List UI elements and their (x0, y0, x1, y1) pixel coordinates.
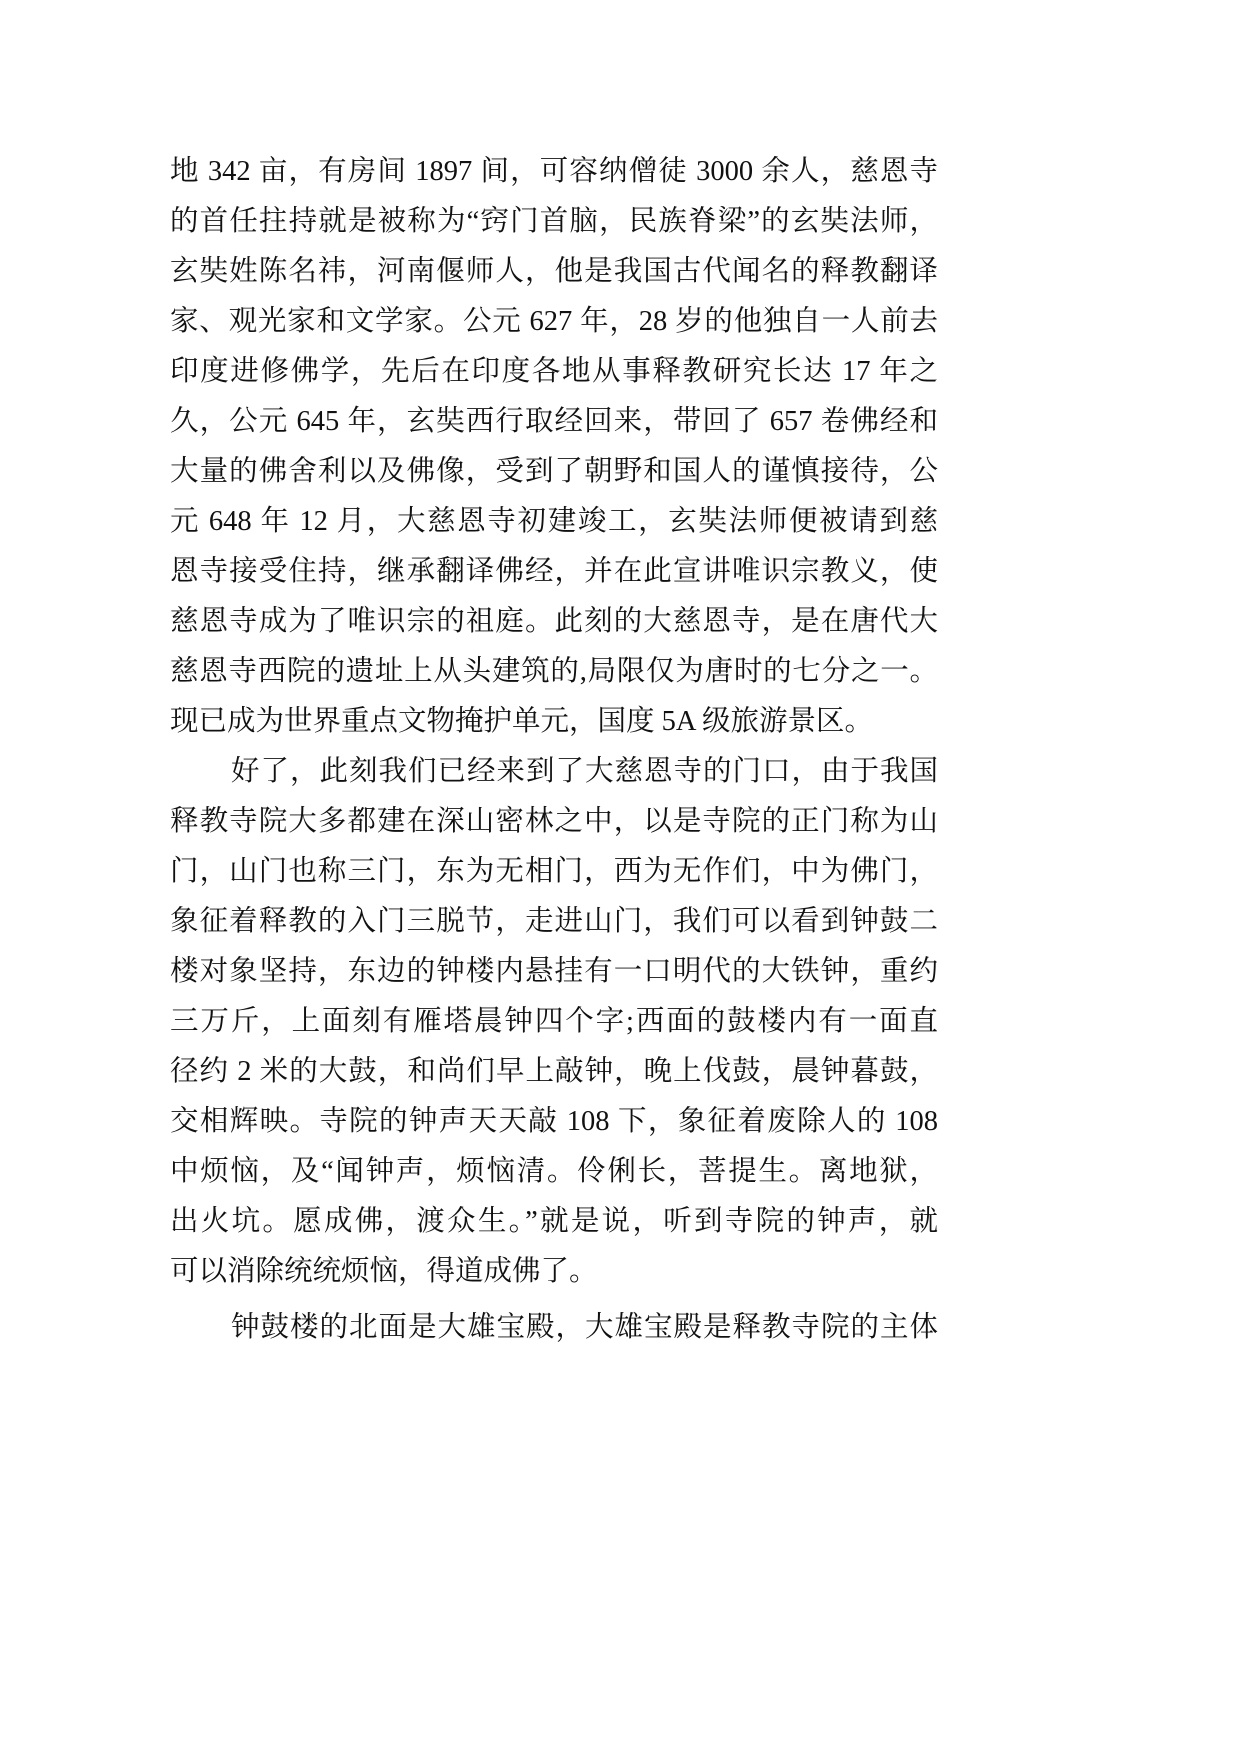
text-line: 家、观光家和文学家。公元 627 年，28 岁的他独自一人前去 (170, 306, 938, 337)
text-line: 慈恩寺西院的遗址上从头建筑的,局限仅为唐时的七分之一。 (170, 656, 938, 687)
text-line: 玄奘姓陈名祎，河南偃师人，他是我国古代闻名的释教翻译 (170, 256, 938, 287)
text-line: 可以消除统统烦恼，得道成佛了。 (170, 1256, 598, 1287)
text-line: 印度进修佛学，先后在印度各地从事释教研究长达 17 年之 (170, 356, 938, 387)
text-line: 恩寺接受住持，继承翻译佛经，并在此宣讲唯识宗教义，使 (170, 556, 938, 587)
text-line: 出火坑。愿成佛，渡众生。”就是说，听到寺院的钟声，就 (170, 1206, 938, 1237)
body-text (170, 147, 938, 1353)
text-line: 好了，此刻我们已经来到了大慈恩寺的门口，由于我国 (231, 756, 938, 787)
text-line: 元 648 年 12 月，大慈恩寺初建竣工，玄奘法师便被请到慈 (170, 506, 938, 537)
text-line: 现已成为世界重点文物掩护单元，国度 5A 级旅游景区。 (170, 706, 874, 737)
paragraph-2 (170, 747, 938, 1297)
text-line: 慈恩寺成为了唯识宗的祖庭。此刻的大慈恩寺，是在唐代大 (170, 606, 938, 637)
text-line: 久，公元 645 年，玄奘西行取经回来，带回了 657 卷佛经和 (170, 406, 938, 437)
text-line: 大量的佛舍利以及佛像，受到了朝野和国人的谨慎接待，公 (170, 456, 938, 487)
paragraph-3 (170, 1303, 938, 1353)
text-line: 释教寺院大多都建在深山密林之中，以是寺院的正门称为山 (170, 806, 938, 837)
text-line: 门，山门也称三门，东为无相门，西为无作们，中为佛门， (170, 856, 938, 887)
text-line: 地 342 亩，有房间 1897 间，可容纳僧徒 3000 余人，慈恩寺 (170, 156, 938, 187)
text-line: 钟鼓楼的北面是大雄宝殿，大雄宝殿是释教寺院的主体 (231, 1312, 938, 1343)
text-line: 交相辉映。寺院的钟声天天敲 108 下，象征着废除人的 108 (170, 1106, 938, 1137)
paragraph-1 (170, 147, 938, 747)
text-line: 象征着释教的入门三脱节，走进山门，我们可以看到钟鼓二 (170, 906, 938, 937)
text-line: 中烦恼，及“闻钟声，烦恼清。伶俐长，菩提生。离地狱， (170, 1156, 938, 1187)
text-line: 楼对象坚持，东边的钟楼内悬挂有一口明代的大铁钟，重约 (170, 956, 938, 987)
text-line: 的首任拄持就是被称为“窍门首脑，民族脊梁”的玄奘法师， (170, 206, 938, 237)
text-line: 三万斤，上面刻有雁塔晨钟四个字;西面的鼓楼内有一面直 (170, 1006, 938, 1037)
text-line: 径约 2 米的大鼓，和尚们早上敲钟，晚上伐鼓，晨钟暮鼓， (170, 1056, 938, 1087)
